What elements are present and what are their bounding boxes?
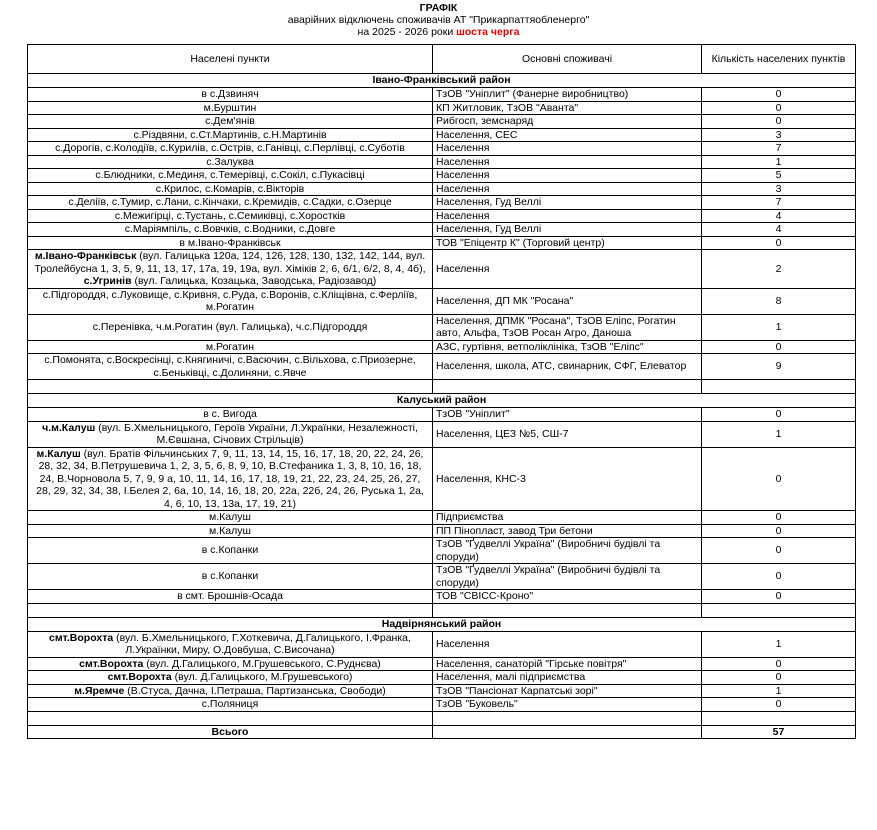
consumers-cell: Населення, ДПМК "Росана", ТзОВ Еліпс, Рогатин авто, Альфа, ТзОВ Росан Агро, Даноша: [433, 314, 702, 340]
spacer-cell: [702, 603, 856, 617]
total-value: 57: [702, 725, 856, 739]
total-label: Всього: [28, 725, 433, 739]
count-cell: 0: [702, 671, 856, 685]
count-cell: 1: [702, 155, 856, 169]
place-detail: (В.Стуса, Дачна, І.Петраша, Партизанська, Свободи): [124, 684, 386, 697]
table-row: [28, 88, 856, 102]
count-cell: 0: [702, 511, 856, 525]
table-row: [28, 590, 856, 604]
region-name: Івано-Франківський район: [28, 74, 856, 88]
place-detail: (вул. Д.Галицького, М.Грушевського): [171, 671, 353, 683]
consumers-cell: Населення, санаторій "Гірське повітря": [433, 657, 702, 671]
place-cell: с.Крилос, с.Комарів, с.Вікторів: [28, 182, 433, 196]
consumers-cell: Населення, ДП МК "Росана": [433, 288, 702, 314]
consumers-cell: Населення: [433, 155, 702, 169]
table-row: [28, 101, 856, 115]
spacer-cell: [28, 603, 433, 617]
count-cell: 0: [702, 538, 856, 564]
spacer-row: [28, 380, 856, 394]
table-row: [28, 196, 856, 210]
document-period: [0, 26, 877, 38]
total-empty: [433, 725, 702, 739]
queue-highlight: шоста черга: [456, 26, 520, 38]
place-cell: [28, 447, 433, 511]
count-cell: 0: [702, 564, 856, 590]
count-cell: 7: [702, 142, 856, 156]
place-cell: с.Блюдники, с.Мединя, с.Темерівці, с.Сокіл, с.Пукасівці: [28, 169, 433, 183]
consumers-cell: ТзОВ "Пансіонат Карпатські зорі": [433, 684, 702, 698]
place-bold: смт.Ворохта: [79, 657, 144, 670]
place-cell: с.Межигірці, с.Тустань, с.Семиківці, с.Хоростків: [28, 209, 433, 223]
spacer-cell: [433, 603, 702, 617]
place-cell: в с. Вигода: [28, 408, 433, 422]
total-row: [28, 725, 856, 739]
consumers-cell: ТзОВ "Уніплит" (Фанерне виробництво): [433, 88, 702, 102]
table-row: [28, 354, 856, 380]
consumers-cell: Підприємства: [433, 511, 702, 525]
count-cell: 1: [702, 421, 856, 447]
place-cell: [28, 657, 433, 671]
spacer-cell: [702, 380, 856, 394]
count-cell: 0: [702, 590, 856, 604]
place-detail: (вул. Галицька 120а, 124, 126, 128, 130, 132, 142, 144, вул. Тролейбусна 1, 3, 5, 9, 11, 13, 17, 17а, 19, 19а, вул. Хіміків 2, 6, 6/1, 6/2, 8, 4, 4б),: [34, 250, 426, 275]
count-cell: 2: [702, 250, 856, 289]
place-detail: (вул. Б.Хмельницького, Героїв України, Л.Українки, Незалежності, М.Євшана, Січових Стрільців): [95, 421, 418, 446]
table-body: [28, 74, 856, 739]
count-cell: 0: [702, 698, 856, 712]
count-cell: 0: [702, 447, 856, 511]
count-cell: 1: [702, 631, 856, 657]
consumers-cell: ТзОВ "Буковель": [433, 698, 702, 712]
place-detail: (вул. Д.Галицького, М.Грушевського, С.Руднєва): [143, 657, 381, 670]
spacer-cell: [28, 711, 433, 725]
table-row: [28, 447, 856, 511]
consumers-cell: Населення: [433, 169, 702, 183]
place-cell: м.Бурштин: [28, 101, 433, 115]
table-row: [28, 250, 856, 289]
schedule-table: [27, 44, 856, 739]
consumers-cell: ТОВ "Епіцентр К" (Торговий центр): [433, 236, 702, 250]
table-row: [28, 236, 856, 250]
consumers-cell: Населення, Гуд Веллі: [433, 223, 702, 237]
consumers-cell: ТзОВ "Уніплит": [433, 408, 702, 422]
spacer-cell: [433, 711, 702, 725]
table-row: [28, 511, 856, 525]
table-row: [28, 182, 856, 196]
place-cell: [28, 250, 433, 289]
place-cell: с.Залуква: [28, 155, 433, 169]
consumers-cell: ТзОВ "Ґудвеллі Україна" (Виробничі будівлі та споруди): [433, 564, 702, 590]
table-row: [28, 538, 856, 564]
consumers-cell: АЗС, гуртівня, ветполіклініка, ТзОВ "Еліпс": [433, 340, 702, 354]
count-cell: 7: [702, 196, 856, 210]
spacer-row: [28, 603, 856, 617]
count-cell: 0: [702, 340, 856, 354]
table-row: [28, 684, 856, 698]
place-bold: м.Яремче: [74, 684, 125, 697]
table-row: [28, 128, 856, 142]
table-row: [28, 223, 856, 237]
count-cell: 0: [702, 524, 856, 538]
consumers-cell: Населення: [433, 209, 702, 223]
col-header-consumers: Основні споживачі: [433, 45, 702, 74]
place-cell: м.Рогатин: [28, 340, 433, 354]
table-row: [28, 115, 856, 129]
table-row: [28, 169, 856, 183]
count-cell: 0: [702, 101, 856, 115]
count-cell: 5: [702, 169, 856, 183]
place-cell: [28, 421, 433, 447]
table-header-row: [28, 45, 856, 74]
table-row: [28, 155, 856, 169]
consumers-cell: Населення, КНС-3: [433, 447, 702, 511]
consumers-cell: Населення: [433, 631, 702, 657]
table-row: [28, 564, 856, 590]
region-row: [28, 394, 856, 408]
place-cell: [28, 631, 433, 657]
place-bold: м.Івано-Франківськ: [34, 250, 137, 262]
place-cell: с.Дем'янів: [28, 115, 433, 129]
consumers-cell: Населення, ЦЕЗ №5, СШ-7: [433, 421, 702, 447]
place-cell: м.Калуш: [28, 524, 433, 538]
col-header-places: Населені пункти: [28, 45, 433, 74]
region-row: [28, 74, 856, 88]
consumers-cell: Населення: [433, 142, 702, 156]
region-row: [28, 617, 856, 631]
place-bold: смт.Ворохта: [49, 631, 114, 644]
place-cell: [28, 684, 433, 698]
place-cell: с.Маріямпіль, с.Вовчків, с.Водники, с.Довге: [28, 223, 433, 237]
place-cell: с.Деліїв, с.Тумир, с.Лани, с.Кінчаки, с.Кремидів, с.Садки, с.Озерце: [28, 196, 433, 210]
document-title: ГРАФІК: [419, 2, 458, 14]
place-bold: м.Калуш: [36, 447, 81, 460]
table-row: [28, 340, 856, 354]
place-cell: в с.Дзвиняч: [28, 88, 433, 102]
table-row: [28, 209, 856, 223]
place-bold: смт.Ворохта: [107, 671, 172, 683]
count-cell: 3: [702, 128, 856, 142]
consumers-cell: ТзОВ "Ґудвеллі Україна" (Виробничі будівлі та споруди): [433, 538, 702, 564]
period-text: на 2025 - 2026 роки: [357, 26, 457, 38]
table-row: [28, 142, 856, 156]
count-cell: 8: [702, 288, 856, 314]
place-cell: с.Різдвяни, с.Ст.Мартинів, с.Н.Мартинів: [28, 128, 433, 142]
place-cell: [28, 671, 433, 685]
table-row: [28, 698, 856, 712]
consumers-cell: Населення, малі підприємства: [433, 671, 702, 685]
document-subtitle: аварійних відключень споживачів АТ "Прикарпаттяобленерго": [287, 14, 590, 26]
consumers-cell: Населення: [433, 250, 702, 289]
consumers-cell: ТОВ "СВІСС-Кроно": [433, 590, 702, 604]
table-row: [28, 314, 856, 340]
table-row: [28, 657, 856, 671]
table-row: [28, 631, 856, 657]
consumers-cell: Населення, школа, АТС, свинарник, СФГ, Елеватор: [433, 354, 702, 380]
place-detail: (вул. Б.Хмельницького, Г.Хоткевича, Д.Галицького, І.Франка, Л.Українки, Миру, О.Довбуша, С.Височана): [113, 631, 411, 656]
consumers-cell: КП Житловик, ТзОВ "Аванта": [433, 101, 702, 115]
document-header: [0, 0, 877, 38]
spacer-cell: [28, 380, 433, 394]
place-bold: с.Угринів: [83, 275, 132, 287]
place-cell: м.Калуш: [28, 511, 433, 525]
table-row: [28, 421, 856, 447]
place-cell: в с.Копанки: [28, 538, 433, 564]
count-cell: 1: [702, 314, 856, 340]
count-cell: 3: [702, 182, 856, 196]
table-row: [28, 524, 856, 538]
spacer-cell: [433, 380, 702, 394]
place-cell: с.Дорогів, с.Колодіїв, с.Курилів, с.Острів, с.Ганівці, с.Перлівці, с.Суботів: [28, 142, 433, 156]
place-cell: с.Перенівка, ч.м.Рогатин (вул. Галицька), ч.с.Підгороддя: [28, 314, 433, 340]
place-cell: с.Підгороддя, с.Луковище, с.Кривня, с.Руда, с.Воронів, с.Кліщівна, с.Ферліїв, м.Рогатин: [28, 288, 433, 314]
count-cell: 9: [702, 354, 856, 380]
place-bold: ч.м.Калуш: [42, 421, 96, 434]
count-cell: 4: [702, 223, 856, 237]
place-detail: (вул. Братів Фільчинських 7, 9, 11, 13, 14, 15, 16, 17, 18, 20, 22, 24, 26, 28, 32, 34, В.Петрушевича 1, 2, 3, 5, 6, 8, 9, 10, В.Стефаника 1, 3, 8, 10, 16, 18, 24, В.Чорновола 5, 7, 9, 9 а, 10, 11, 14, 16, 17, 18, 19, 21, 22, 23, 24, 25, 26, 27, 28, 29, 32, 34, 38, І.Белея 2, 6а, 10, 14, 16, 18, 20, 22а, 22б, 24, 26, Руська 1, 2а, 4, 6, 10, 13, 13а, 17, 19, 21): [36, 447, 424, 510]
consumers-cell: Населення: [433, 182, 702, 196]
place-detail: (вул. Галицька, Козацька, Заводська, Радіозавод): [131, 275, 377, 287]
place-cell: в смт. Брошнів-Осада: [28, 590, 433, 604]
count-cell: 0: [702, 657, 856, 671]
place-cell: с.Поляниця: [28, 698, 433, 712]
consumers-cell: ПП Пінопласт, завод Три бетони: [433, 524, 702, 538]
table-row: [28, 408, 856, 422]
count-cell: 0: [702, 115, 856, 129]
spacer-row: [28, 711, 856, 725]
consumers-cell: Рибгосп, земснаряд: [433, 115, 702, 129]
consumers-cell: Населення, Гуд Веллі: [433, 196, 702, 210]
region-name: Надвірнянський район: [28, 617, 856, 631]
table-row: [28, 288, 856, 314]
count-cell: 0: [702, 408, 856, 422]
count-cell: 4: [702, 209, 856, 223]
table-row: [28, 671, 856, 685]
place-cell: в с.Копанки: [28, 564, 433, 590]
count-cell: 0: [702, 236, 856, 250]
consumers-cell: Населення, СЕС: [433, 128, 702, 142]
count-cell: 1: [702, 684, 856, 698]
region-name: Калуський район: [28, 394, 856, 408]
place-cell: в м.Івано-Франківськ: [28, 236, 433, 250]
spacer-cell: [702, 711, 856, 725]
place-cell: с.Помонята, с.Воскресінці, с.Княгиничі, с.Васючин, с.Вільхова, с.Приозерне, с.Беньківці, с.Долиняни, с.Явче: [28, 354, 433, 380]
count-cell: 0: [702, 88, 856, 102]
col-header-count: Кількість населених пунктів: [702, 45, 856, 74]
